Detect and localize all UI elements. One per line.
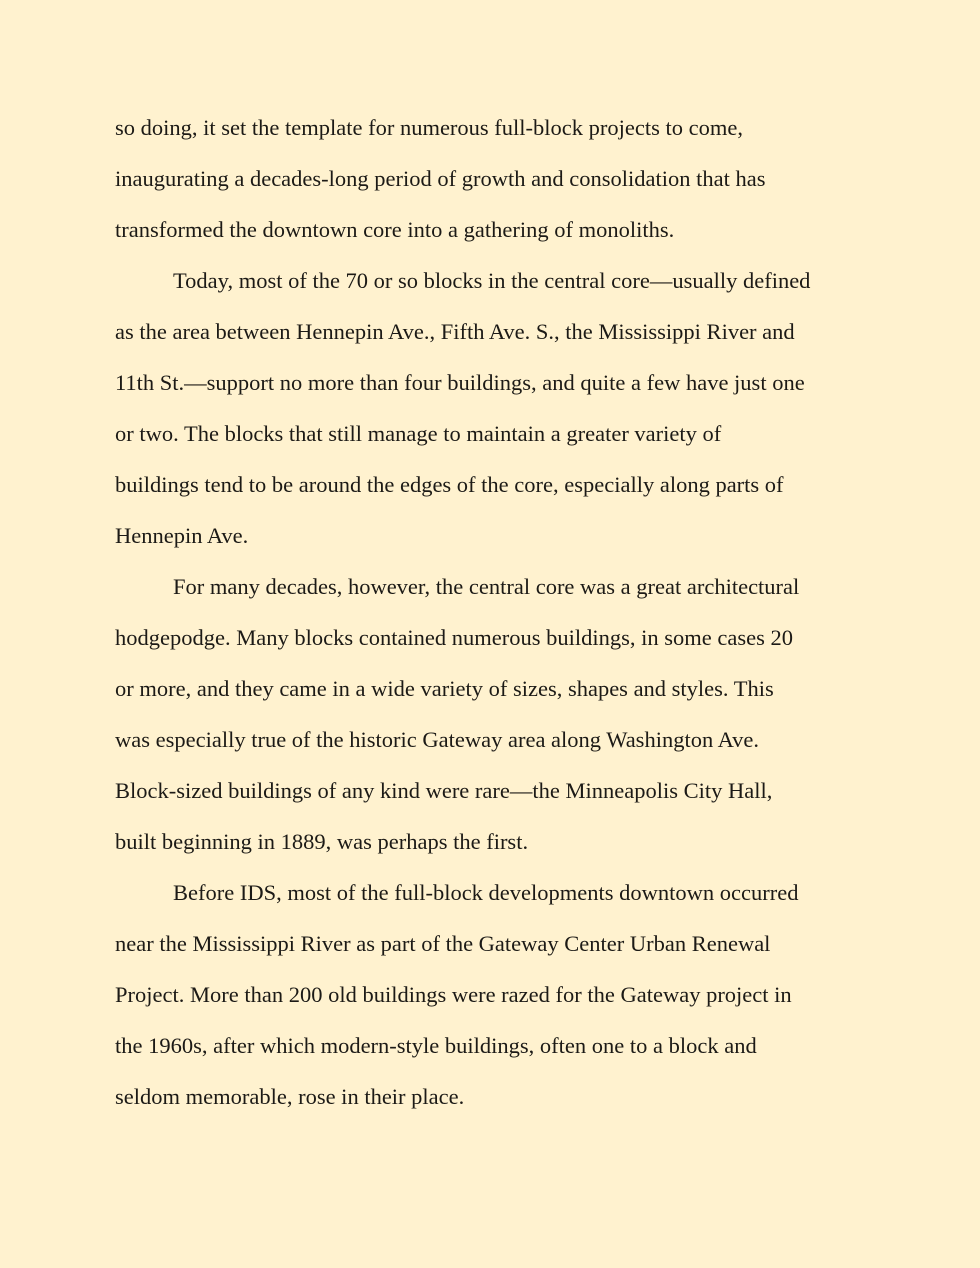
text-line: so doing, it set the template for numerous full-block projects to come, bbox=[115, 115, 743, 140]
text-line: Today, most of the 70 or so blocks in the central core—usually defined bbox=[173, 268, 811, 293]
text-line: hodgepodge. Many blocks contained numerous buildings, in some cases 20 bbox=[115, 625, 794, 650]
text-line: built beginning in 1889, was perhaps the first. bbox=[115, 829, 529, 854]
text-line: near the Mississippi River as part of the Gateway Center Urban Renewal bbox=[115, 931, 771, 956]
text-line: For many decades, however, the central core was a great architectural bbox=[173, 574, 800, 599]
text-line: seldom memorable, rose in their place. bbox=[115, 1084, 465, 1109]
text-line: Hennepin Ave. bbox=[115, 523, 249, 548]
text-line: inaugurating a decades-long period of growth and consolidation that has bbox=[115, 166, 766, 191]
text-line: as the area between Hennepin Ave., Fifth Ave. S., the Mississippi River and bbox=[115, 319, 795, 344]
text-line: transformed the downtown core into a gathering of monoliths. bbox=[115, 217, 675, 242]
text-line: 11th St.—support no more than four buildings, and quite a few have just one bbox=[115, 370, 805, 395]
text-line: Project. More than 200 old buildings were razed for the Gateway project in bbox=[115, 982, 792, 1007]
text-line: buildings tend to be around the edges of the core, especially along parts of bbox=[115, 472, 784, 497]
text-line: Block-sized buildings of any kind were rare—the Minneapolis City Hall, bbox=[115, 778, 773, 803]
text-line: or more, and they came in a wide variety of sizes, shapes and styles. This bbox=[115, 676, 774, 701]
text-line: the 1960s, after which modern-style buildings, often one to a block and bbox=[115, 1033, 757, 1058]
text-line: or two. The blocks that still manage to maintain a greater variety of bbox=[115, 421, 722, 446]
text-line: Before IDS, most of the full-block developments downtown occurred bbox=[173, 880, 799, 905]
text-line: was especially true of the historic Gateway area along Washington Ave. bbox=[115, 727, 760, 752]
